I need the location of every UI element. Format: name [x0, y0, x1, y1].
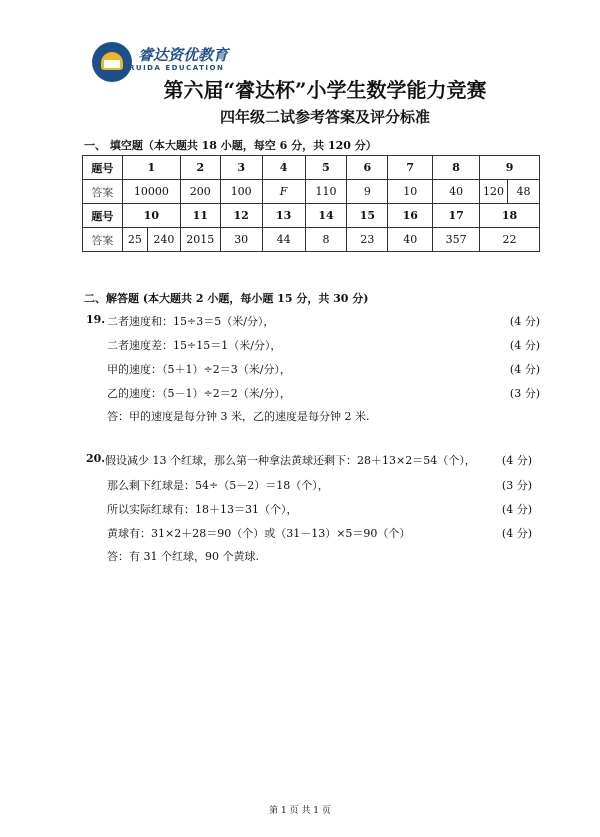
a-cell: 40 [388, 228, 433, 252]
a-cell: 2015 [180, 228, 220, 252]
q-cell: 7 [388, 156, 433, 180]
header-cell: 答案 [83, 180, 123, 204]
a-cell: 48 [508, 180, 540, 204]
a-cell: 9 [347, 180, 388, 204]
a-cell: 40 [433, 180, 480, 204]
q-cell: 12 [220, 204, 262, 228]
q-cell: 2 [180, 156, 220, 180]
brand-name-en: RUIDA EDUCATION [129, 64, 225, 72]
q-cell: 8 [433, 156, 480, 180]
solution-line: 二者速度和：15÷3＝5（米/分）， [107, 315, 275, 328]
score-label: (3 分) [501, 479, 532, 492]
solution-line: 假设减少 13 个红球，那么第一种拿法黄球还剩下：28＋13×2＝54（个）， [105, 454, 476, 467]
score-label: (4 分) [509, 363, 540, 376]
q-cell: 9 [480, 156, 540, 180]
score-label: (4 分) [509, 315, 540, 328]
solution-line: 甲的速度：（5＋1）÷2＝3（米/分）， [107, 363, 291, 376]
header-cell: 答案 [83, 228, 123, 252]
answer-line: 答：有 31 个红球，90 个黄球. [107, 550, 259, 563]
header-cell: 题号 [83, 204, 123, 228]
table-row [83, 156, 540, 180]
q-cell: 18 [480, 204, 540, 228]
a-cell: 10000 [122, 180, 180, 204]
q-cell: 6 [347, 156, 388, 180]
page-subtitle: 四年级二试参考答案及评分标准 [219, 108, 430, 126]
a-cell: 200 [180, 180, 220, 204]
q-cell: 5 [305, 156, 347, 180]
a-cell-split [122, 228, 180, 252]
solution-line: 那么剩下红球是：54÷（5－2）＝18（个）， [107, 479, 329, 492]
q-cell: 15 [347, 204, 388, 228]
question-number: 20. [86, 452, 106, 465]
table-row [83, 204, 540, 228]
q-cell: 4 [262, 156, 305, 180]
solution-line: 黄球有：31×2＋28＝90（个）或（31－13）×5＝90（个） [107, 527, 411, 540]
a-cell: 10 [388, 180, 433, 204]
score-label: (4 分) [509, 339, 540, 352]
answer-table [82, 155, 540, 252]
score-label: (3 分) [509, 387, 540, 400]
solution-line: 乙的速度：（5－1）÷2＝2（米/分）， [107, 387, 291, 400]
a-cell: F [262, 180, 305, 204]
a-cell: 8 [305, 228, 347, 252]
score-label: (4 分) [501, 503, 532, 516]
a-cell: 23 [347, 228, 388, 252]
table-row [83, 180, 540, 204]
score-label: (4 分) [501, 527, 532, 540]
brand-name-cn: 睿达资优教育 [138, 46, 229, 64]
a-cell: 240 [153, 233, 175, 246]
table-row [83, 228, 540, 252]
section-2-heading: 二、解答题 (本大题共 2 小题，每小题 15 分，共 30 分) [84, 292, 369, 305]
q-cell: 14 [305, 204, 347, 228]
question-number: 19. [86, 313, 106, 326]
answer-line: 答：甲的速度是每分钟 3 米，乙的速度是每分钟 2 米. [107, 410, 370, 423]
section-1-heading: 一、 填空题（本大题共 18 小题，每空 6 分，共 120 分） [84, 139, 377, 152]
q-cell: 11 [180, 204, 220, 228]
q-cell: 10 [122, 204, 180, 228]
solution-line: 所以实际红球有：18＋13＝31（个）， [107, 503, 298, 516]
a-cell: 120 [480, 180, 508, 204]
a-cell: 357 [433, 228, 480, 252]
page-title: 第六届“睿达杯”小学生数学能力竞赛 [163, 78, 487, 102]
q-cell: 17 [433, 204, 480, 228]
q-cell: 3 [220, 156, 262, 180]
page-footer: 第 1 页 共 1 页 [269, 806, 331, 816]
a-cell: 100 [220, 180, 262, 204]
a-cell: 25 [123, 228, 148, 251]
a-cell: 22 [480, 228, 540, 252]
q-cell: 13 [262, 204, 305, 228]
q-cell: 1 [122, 156, 180, 180]
a-cell: 30 [220, 228, 262, 252]
solution-line: 二者速度差：15÷15＝1（米/分）， [107, 339, 282, 352]
header-cell: 题号 [83, 156, 123, 180]
q-cell: 16 [388, 204, 433, 228]
a-cell: 110 [305, 180, 347, 204]
a-cell: 44 [262, 228, 305, 252]
score-label: (4 分) [501, 454, 532, 467]
